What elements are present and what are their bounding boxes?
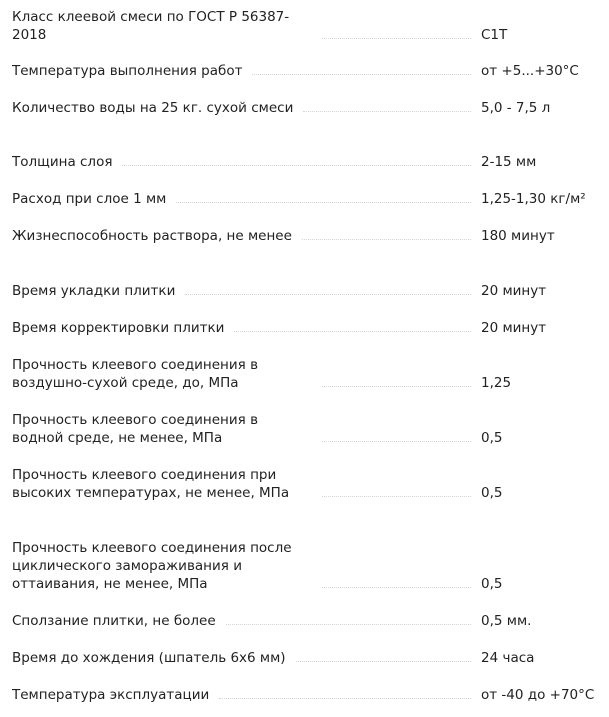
spec-value: 2-15 мм — [481, 154, 537, 170]
spec-row — [12, 319, 609, 337]
spec-value: 0,5 — [481, 430, 503, 446]
dotted-leader — [322, 441, 471, 442]
spec-value: 180 минут — [481, 228, 555, 244]
spec-label: Прочность клеевого соединения при высоких температурах, не менее, МПа — [12, 467, 290, 501]
spec-label: Прочность клеевого соединения после циклического замораживания и оттаивания, не менее, МПа — [12, 540, 292, 592]
spec-label: Время до хождения (шпатель 6х6 мм) — [12, 650, 286, 666]
dotted-leader — [302, 239, 471, 240]
spec-row — [12, 411, 609, 447]
spec-row — [12, 466, 609, 502]
dotted-leader — [322, 496, 471, 497]
spec-value: 0,5 мм. — [481, 613, 532, 629]
spec-value: 0,5 — [481, 576, 503, 592]
spec-row — [12, 539, 609, 593]
spec-label: Прочность клеевого соединения в воздушно-сухой среде, до, МПа — [12, 357, 259, 391]
dotted-leader — [296, 661, 471, 662]
dotted-leader — [185, 294, 471, 295]
spec-row — [12, 356, 609, 392]
spec-value: С1Т — [481, 27, 508, 43]
spec-label: Прочность клеевого соединения в водной среде, не менее, МПа — [12, 412, 259, 446]
dotted-leader — [176, 202, 471, 203]
spec-label: Жизнеспособность раствора, не менее — [12, 228, 292, 244]
spec-value: от +5...+30°С — [481, 63, 579, 79]
spec-row — [12, 62, 609, 80]
spec-label: Температура эксплуатации — [12, 687, 210, 703]
spec-label: Толщина слоя — [12, 154, 113, 170]
spec-row — [12, 686, 609, 704]
dotted-leader — [303, 111, 471, 112]
spec-row — [12, 153, 609, 171]
spec-value: 20 минут — [481, 320, 547, 336]
spec-value: 24 часа — [481, 650, 535, 666]
dotted-leader — [322, 386, 471, 387]
spec-label: Класс клеевой смеси по ГОСТ Р 56387-2018 — [12, 9, 290, 43]
spec-value: 5,0 - 7,5 л — [481, 100, 551, 116]
dotted-leader — [122, 165, 471, 166]
spec-row — [12, 612, 609, 630]
spec-label: Время укладки плитки — [12, 283, 176, 299]
spec-row — [12, 99, 609, 117]
spec-row — [12, 649, 609, 667]
dotted-leader — [322, 587, 471, 588]
spec-value: 0,5 — [481, 485, 503, 501]
spec-row — [12, 8, 609, 44]
spec-label: Расход при слое 1 мм — [12, 191, 167, 207]
spec-value: от -40 до +70°С — [481, 687, 595, 703]
spec-value: 1,25 — [481, 375, 512, 391]
spec-value: 20 минут — [481, 283, 547, 299]
dotted-leader — [226, 624, 471, 625]
spec-label: Температура выполнения работ — [12, 63, 243, 79]
spec-label: Количество воды на 25 кг. сухой смеси — [12, 100, 294, 116]
dotted-leader — [234, 331, 471, 332]
spec-row — [12, 227, 609, 245]
spec-label: Время корректировки плитки — [12, 320, 225, 336]
dotted-leader — [219, 698, 471, 699]
spec-label: Сползание плитки, не более — [12, 613, 216, 629]
spec-row — [12, 282, 609, 300]
dotted-leader — [252, 74, 471, 75]
spec-value: 1,25-1,30 кг/м² — [481, 191, 586, 207]
spec-row — [12, 190, 609, 208]
dotted-leader — [322, 38, 471, 39]
